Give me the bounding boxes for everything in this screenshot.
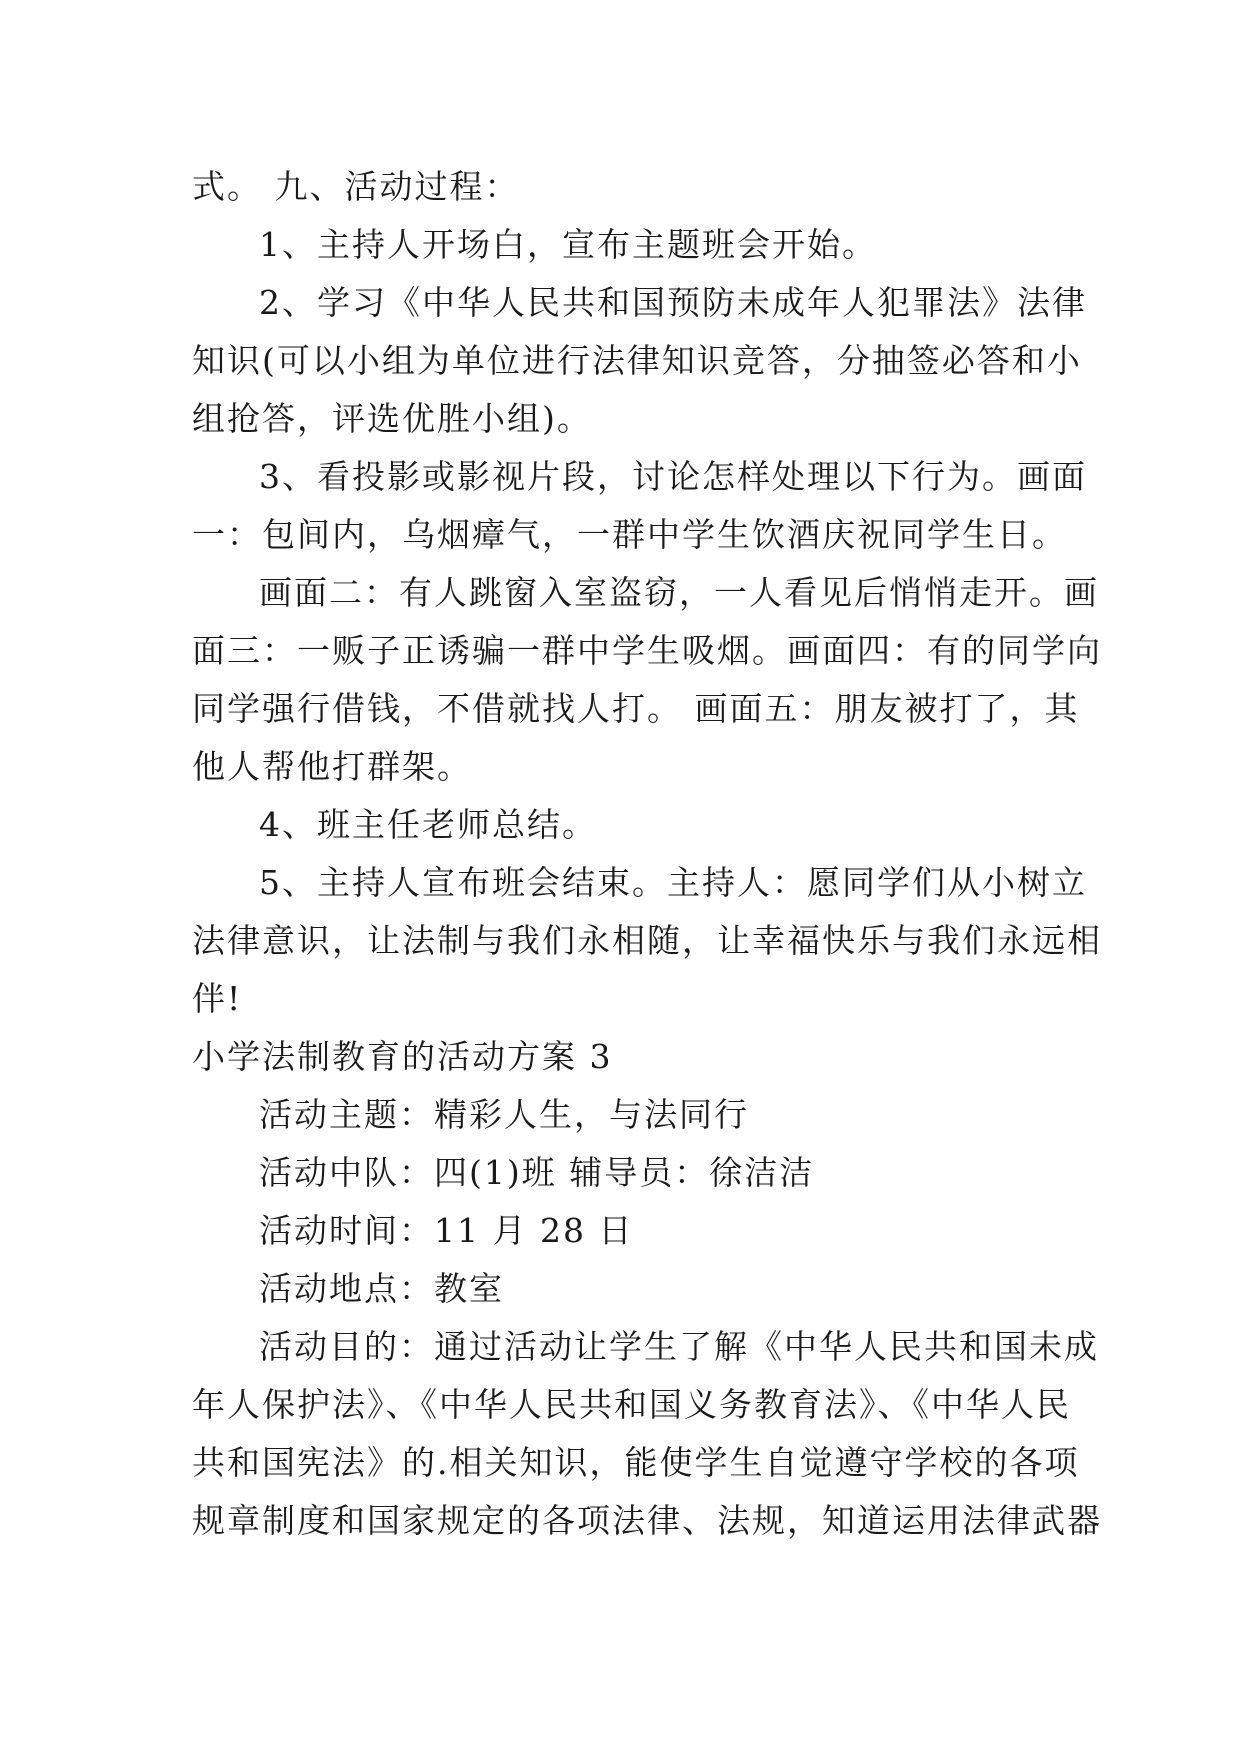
text-line: 同学强行借钱，不借就找人打。 画面五：朋友被打了，其	[192, 689, 1080, 728]
text-line: 式。 九、活动过程：	[192, 167, 520, 206]
text-line: 组抢答，评选优胜小组)。	[192, 399, 592, 438]
text-line: 活动目的：通过活动让学生了解《中华人民共和国未成	[259, 1327, 1099, 1366]
text-line: 共和国宪法》的.相关知识，能使学生自觉遵守学校的各项	[192, 1443, 1080, 1482]
text-line: 面三：一贩子正诱骗一群中学生吸烟。画面四：有的同学向	[192, 631, 1102, 670]
text-line: 法律意识，让法制与我们永相随，让幸福快乐与我们永远相	[192, 921, 1102, 960]
text-line: 小学法制教育的活动方案 3	[192, 1037, 613, 1076]
text-line: 5、主持人宣布班会结束。主持人：愿同学们从小树立	[259, 863, 1087, 902]
text-line: 他人帮他打群架。	[192, 747, 472, 786]
text-line: 活动时间：11 月 28 日	[259, 1211, 634, 1250]
text-line: 规章制度和国家规定的各项法律、法规，知道运用法律武器	[192, 1501, 1102, 1540]
text-line: 活动地点：教室	[259, 1269, 504, 1308]
text-line: 知识(可以小组为单位进行法律知识竞答，分抽签必答和小	[192, 341, 1082, 380]
text-line: 1、主持人开场白，宣布主题班会开始。	[259, 225, 877, 264]
text-line: 3、看投影或影视片段，讨论怎样处理以下行为。画面	[259, 457, 1087, 496]
text-line: 年人保护法》、《中华人民共和国义务教育法》、《中华人民	[192, 1385, 1071, 1424]
text-line: 一：包间内，乌烟瘴气，一群中学生饮酒庆祝同学生日。	[192, 515, 1067, 554]
text-line: 2、学习《中华人民共和国预防未成年人犯罪法》法律	[259, 283, 1087, 322]
document-page	[192, 158, 1102, 1550]
text-line: 画面二：有人跳窗入室盗窃，一人看见后悄悄走开。画	[259, 573, 1099, 612]
text-line: 伴!	[192, 979, 243, 1018]
text-line: 4、班主任老师总结。	[259, 805, 597, 844]
text-line: 活动主题：精彩人生，与法同行	[259, 1095, 749, 1134]
text-line: 活动中队：四(1)班 辅导员：徐洁洁	[259, 1153, 815, 1192]
